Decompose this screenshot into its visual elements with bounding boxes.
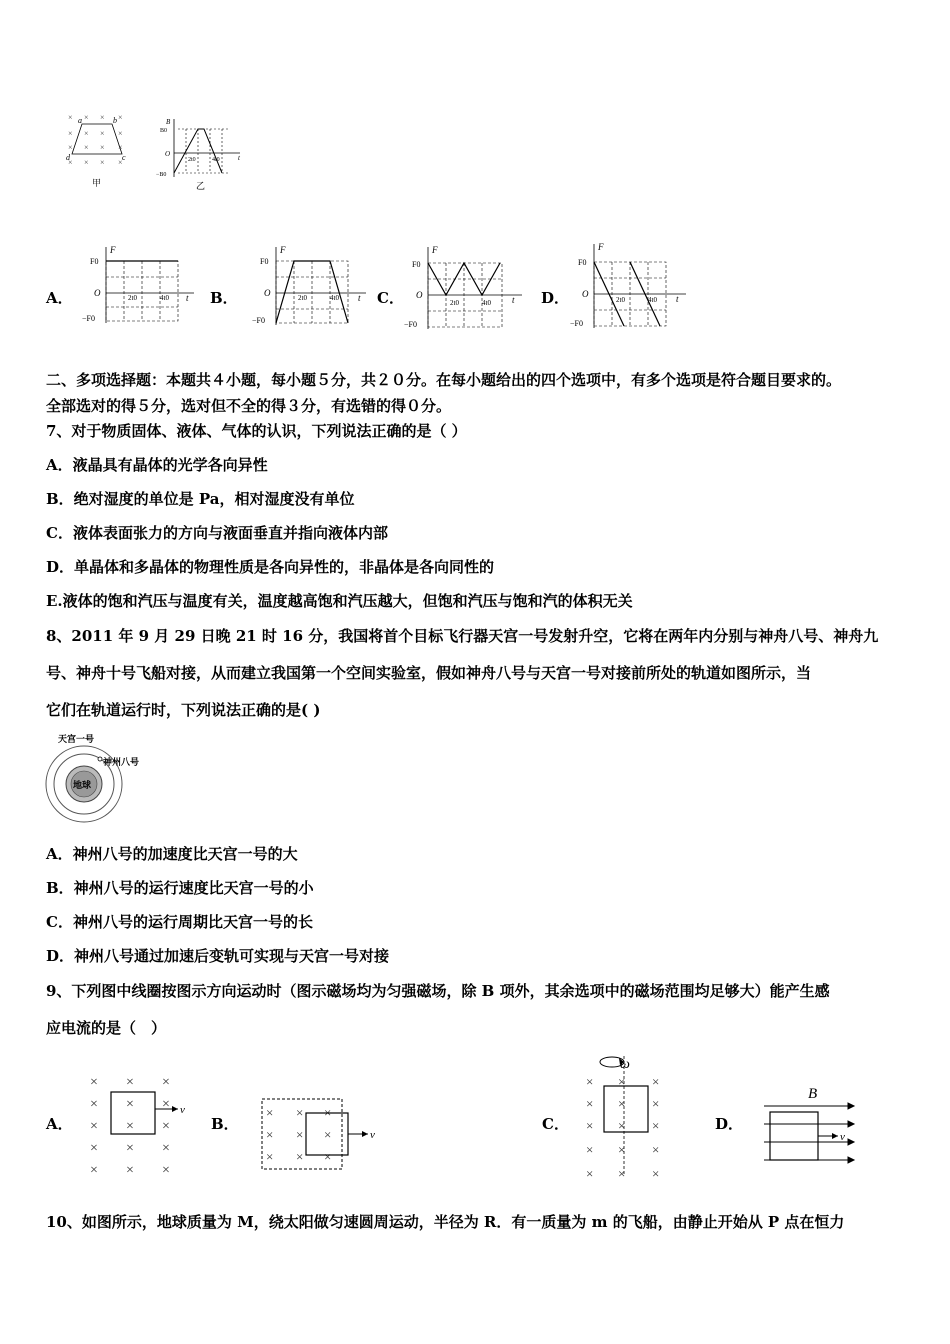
- figure-yi: [156, 115, 246, 193]
- svg-text:4t0: 4t0: [212, 157, 220, 163]
- svg-text:×: ×: [100, 129, 105, 138]
- svg-text:×: ×: [126, 1075, 134, 1090]
- svg-text:×: ×: [118, 113, 123, 122]
- svg-text:−F0: −F0: [404, 320, 417, 329]
- svg-text:2t0: 2t0: [188, 157, 196, 163]
- svg-text:×: ×: [118, 129, 123, 138]
- svg-text:F: F: [432, 245, 438, 255]
- q7-stem: 7、对于物质固体、液体、气体的认识，下列说法正确的是（ ）: [46, 422, 467, 440]
- svg-text:×: ×: [126, 1141, 134, 1156]
- svg-text:×: ×: [652, 1142, 660, 1157]
- svg-text:×: ×: [652, 1118, 660, 1133]
- svg-text:×: ×: [68, 158, 73, 167]
- svg-text:×: ×: [266, 1105, 274, 1120]
- svg-text:F0: F0: [90, 257, 99, 266]
- label-shenzhou: 神州八号: [103, 757, 140, 767]
- svg-text:×: ×: [90, 1141, 98, 1156]
- svg-text:4t0: 4t0: [160, 294, 169, 302]
- svg-text:t: t: [358, 293, 361, 303]
- svg-text:×: ×: [296, 1149, 304, 1164]
- q9-figure-b[interactable]: [258, 1095, 388, 1175]
- q8-option-d[interactable]: D．神州八号通过加速后变轨可实现与天宫一号对接: [46, 947, 390, 965]
- svg-text:2t0: 2t0: [128, 294, 137, 302]
- q8-stem-2: 号、神舟十号飞船对接，从而建立我国第一个空间实验室，假如神舟八号与天宫一号对接前所处的轨道如图所示，当: [46, 664, 812, 682]
- svg-text:v: v: [180, 1104, 185, 1116]
- svg-text:×: ×: [586, 1142, 594, 1157]
- svg-text:×: ×: [162, 1141, 170, 1156]
- svg-text:−F0: −F0: [252, 316, 265, 325]
- svg-text:F0: F0: [412, 260, 421, 269]
- svg-text:×: ×: [324, 1105, 332, 1120]
- svg-text:×: ×: [324, 1149, 332, 1164]
- q7-option-c[interactable]: C．液体表面张力的方向与液面垂直并指向液体内部: [46, 524, 388, 542]
- svg-text:v: v: [840, 1131, 845, 1143]
- svg-text:t: t: [676, 294, 679, 304]
- svg-text:t: t: [238, 154, 240, 162]
- q9-option-d-label[interactable]: D．: [715, 1115, 744, 1133]
- svg-text:4t0: 4t0: [482, 299, 491, 307]
- q6-graph-c[interactable]: [402, 243, 527, 333]
- svg-text:×: ×: [586, 1166, 594, 1181]
- q9-stem-1: 9、下列图中线圈按图示方向运动时（图示磁场均为匀强磁场，除 B 项外，其余选项中的磁场范围均足够大）能产生感: [46, 982, 830, 1000]
- q6-option-b-label[interactable]: B．: [210, 289, 238, 307]
- caption-yi: 乙: [196, 181, 206, 191]
- label-a: a: [78, 116, 82, 125]
- q6-option-c-label[interactable]: C．: [377, 289, 404, 307]
- svg-text:×: ×: [324, 1127, 332, 1142]
- q7-option-e[interactable]: E.液体的饱和汽压与温度有关，温度越高饱和汽压越大，但饱和汽压与饱和汽的体积无关: [46, 592, 633, 610]
- svg-text:×: ×: [652, 1096, 660, 1111]
- svg-text:−B0: −B0: [156, 172, 167, 178]
- q10-stem-1: 10、如图所示，地球质量为 M，绕太阳做匀速圆周运动，半径为 R．有一质量为 m 的飞船，由静止开始从 P 点在恒力: [46, 1213, 845, 1231]
- svg-text:×: ×: [162, 1163, 170, 1178]
- svg-text:×: ×: [126, 1163, 134, 1178]
- q9-option-a-label[interactable]: A．: [46, 1115, 73, 1133]
- svg-text:×: ×: [586, 1118, 594, 1133]
- svg-text:O: O: [416, 290, 423, 300]
- svg-text:O: O: [165, 150, 171, 158]
- svg-text:O: O: [264, 288, 271, 298]
- label-tiangong: 天宫一号: [58, 734, 95, 744]
- section2-line2: 全部选对的得５分，选对但不全的得３分，有选错的得０分。: [46, 397, 452, 415]
- svg-text:×: ×: [68, 113, 73, 122]
- svg-text:×: ×: [652, 1166, 660, 1181]
- svg-text:×: ×: [266, 1127, 274, 1142]
- label-earth: 地球: [73, 780, 92, 790]
- svg-text:t: t: [512, 295, 515, 305]
- q6-graph-a[interactable]: [78, 243, 198, 328]
- svg-text:×: ×: [100, 158, 105, 167]
- svg-text:2t0: 2t0: [450, 299, 459, 307]
- section2-line1: 二、多项选择题：本题共４小题，每小题５分，共２０分。在每小题给出的四个选项中，有多个选项是符合题目要求的。: [46, 371, 842, 389]
- q9-figure-a[interactable]: [86, 1070, 196, 1180]
- svg-text:−F0: −F0: [82, 314, 95, 323]
- svg-text:O: O: [94, 288, 101, 298]
- q9-stem-2: 应电流的是（ ）: [46, 1019, 167, 1037]
- svg-text:B: B: [808, 1086, 818, 1102]
- svg-text:×: ×: [84, 113, 89, 122]
- svg-text:×: ×: [618, 1142, 626, 1157]
- q9-option-c-label[interactable]: C．: [542, 1115, 569, 1133]
- svg-text:×: ×: [100, 143, 105, 152]
- svg-text:×: ×: [618, 1096, 626, 1111]
- svg-text:B: B: [166, 118, 171, 126]
- q8-stem-3: 它们在轨道运行时，下列说法正确的是( ): [46, 701, 321, 719]
- svg-text:O: O: [582, 289, 589, 299]
- caption-jia: 甲: [92, 178, 102, 188]
- label-c: c: [122, 153, 126, 162]
- svg-text:×: ×: [90, 1075, 98, 1090]
- svg-text:t: t: [186, 293, 189, 303]
- svg-text:×: ×: [652, 1074, 660, 1089]
- q6-option-a-label[interactable]: A．: [46, 289, 73, 307]
- svg-text:F0: F0: [578, 258, 587, 267]
- svg-text:×: ×: [68, 143, 73, 152]
- svg-text:×: ×: [84, 129, 89, 138]
- q9-option-b-label[interactable]: B．: [211, 1115, 239, 1133]
- figure-jia: [62, 110, 132, 190]
- q7-option-b[interactable]: B．绝对湿度的单位是 Pa，相对湿度没有单位: [46, 490, 355, 508]
- q9-figure-d[interactable]: [760, 1078, 860, 1178]
- svg-text:×: ×: [618, 1166, 626, 1181]
- svg-text:v: v: [370, 1129, 375, 1141]
- svg-text:F0: F0: [260, 257, 269, 266]
- svg-text:×: ×: [84, 158, 89, 167]
- q6-option-d-label[interactable]: D．: [541, 289, 570, 307]
- svg-text:2t0: 2t0: [298, 294, 307, 302]
- svg-text:B0: B0: [160, 128, 168, 134]
- svg-text:×: ×: [90, 1119, 98, 1134]
- svg-text:×: ×: [118, 158, 123, 167]
- svg-text:×: ×: [618, 1118, 626, 1133]
- svg-text:−F0: −F0: [570, 319, 583, 328]
- svg-text:×: ×: [586, 1096, 594, 1111]
- svg-text:×: ×: [586, 1074, 594, 1089]
- svg-text:×: ×: [118, 143, 123, 152]
- svg-text:×: ×: [162, 1097, 170, 1112]
- q8-option-a[interactable]: A．神州八号的加速度比天宫一号的大: [46, 845, 298, 863]
- q6-graph-b[interactable]: [250, 243, 370, 328]
- svg-text:4t0: 4t0: [648, 296, 657, 304]
- svg-text:×: ×: [296, 1105, 304, 1120]
- svg-text:4t0: 4t0: [330, 294, 339, 302]
- q6-graph-d[interactable]: [570, 240, 690, 332]
- svg-text:×: ×: [618, 1074, 626, 1089]
- svg-text:2t0: 2t0: [616, 296, 625, 304]
- q7-option-d[interactable]: D．单晶体和多晶体的物理性质是各向异性的，非晶体是各向同性的: [46, 558, 495, 576]
- svg-text:×: ×: [162, 1075, 170, 1090]
- svg-text:×: ×: [126, 1119, 134, 1134]
- q8-option-c[interactable]: C．神州八号的运行周期比天宫一号的长: [46, 913, 313, 931]
- svg-text:×: ×: [100, 113, 105, 122]
- svg-text:F: F: [280, 245, 286, 255]
- label-b: b: [113, 116, 117, 125]
- q8-stem-1: 8、2011 年 9 月 29 日晚 21 时 16 分，我国将首个目标飞行器天宫一号发射升空，它将在两年内分别与神舟八号、神舟九: [46, 627, 879, 645]
- q9-figure-c[interactable]: [584, 1050, 674, 1185]
- svg-text:×: ×: [266, 1149, 274, 1164]
- svg-text:F: F: [598, 242, 604, 252]
- svg-text:×: ×: [84, 143, 89, 152]
- label-d: d: [66, 153, 70, 162]
- svg-text:×: ×: [162, 1119, 170, 1134]
- svg-text:×: ×: [296, 1127, 304, 1142]
- q8-option-b[interactable]: B．神州八号的运行速度比天宫一号的小: [46, 879, 314, 897]
- svg-text:×: ×: [90, 1097, 98, 1112]
- svg-text:ω: ω: [620, 1057, 630, 1072]
- svg-text:×: ×: [68, 129, 73, 138]
- svg-text:×: ×: [90, 1163, 98, 1178]
- q7-option-a[interactable]: A．液晶具有晶体的光学各向异性: [46, 456, 268, 474]
- svg-text:F: F: [110, 245, 116, 255]
- svg-text:×: ×: [126, 1097, 134, 1112]
- q8-orbit-figure: [40, 730, 170, 825]
